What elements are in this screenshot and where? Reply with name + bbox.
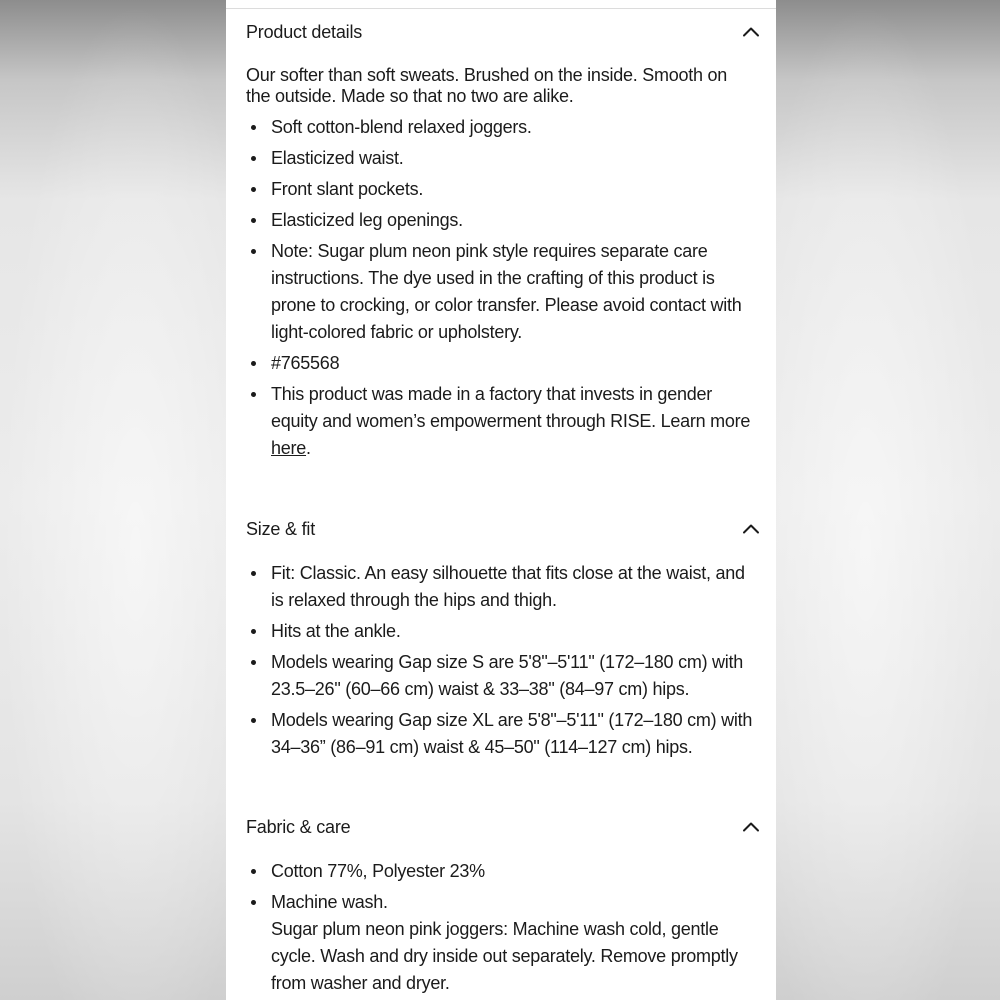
list-item: Cotton 77%, Polyester 23% [246,858,756,885]
list-item-wash [246,889,756,997]
wash-detail: Sugar plum neon pink joggers: Machine wash cold, gentle cycle. Wash and dry inside out separately. Remove promptly from washer and dryer. [271,919,738,993]
rise-text: This product was made in a factory that invests in gender equity and women’s empowerment through RISE. Learn more [271,384,751,431]
divider [226,8,776,9]
fabric-care-title: Fabric & care [246,816,351,837]
wash-label: Machine wash. [271,892,388,912]
size-fit-list [246,560,756,765]
chevron-up-icon[interactable] [742,520,760,538]
list-item: Front slant pockets. [246,176,756,203]
product-details-header[interactable] [246,18,760,46]
size-fit-header[interactable] [246,515,760,543]
rise-learn-more-link[interactable]: here [271,438,307,458]
product-details-list [246,114,756,466]
product-info-panel [226,0,776,1000]
fabric-care-list [246,858,756,1000]
list-item: Soft cotton-blend relaxed joggers. [246,114,756,141]
background-left [0,0,226,1000]
product-description: Our softer than soft sweats. Brushed on the inside. Smooth on the outside. Made so that no two are alike. [246,65,728,106]
background-right [776,0,1000,1000]
product-details-title: Product details [246,21,363,42]
list-item: #765568 [246,350,756,377]
list-item: Note: Sugar plum neon pink style requires separate care instructions. The dye used in the crafting of this product is prone to crocking, or color transfer. Please avoid contact with light-colored fabric or upholstery. [246,238,756,346]
fabric-care-header[interactable] [246,813,760,841]
list-item: Elasticized waist. [246,145,756,172]
list-item: Elasticized leg openings. [246,207,756,234]
rise-end: . [306,438,311,458]
list-item-rise [246,381,756,462]
list-item: Models wearing Gap size S are 5'8"–5'11" (172–180 cm) with 23.5–26" (60–66 cm) waist & 33–38" (84–97 cm) hips. [246,649,756,703]
size-fit-title: Size & fit [246,518,316,539]
chevron-up-icon[interactable] [742,23,760,41]
list-item: Fit: Classic. An easy silhouette that fits close at the waist, and is relaxed through the hips and thigh. [246,560,756,614]
chevron-up-icon[interactable] [742,818,760,836]
list-item: Models wearing Gap size XL are 5'8"–5'11" (172–180 cm) with 34–36” (86–91 cm) waist & 45–50" (114–127 cm) hips. [246,707,756,761]
list-item: Hits at the ankle. [246,618,756,645]
